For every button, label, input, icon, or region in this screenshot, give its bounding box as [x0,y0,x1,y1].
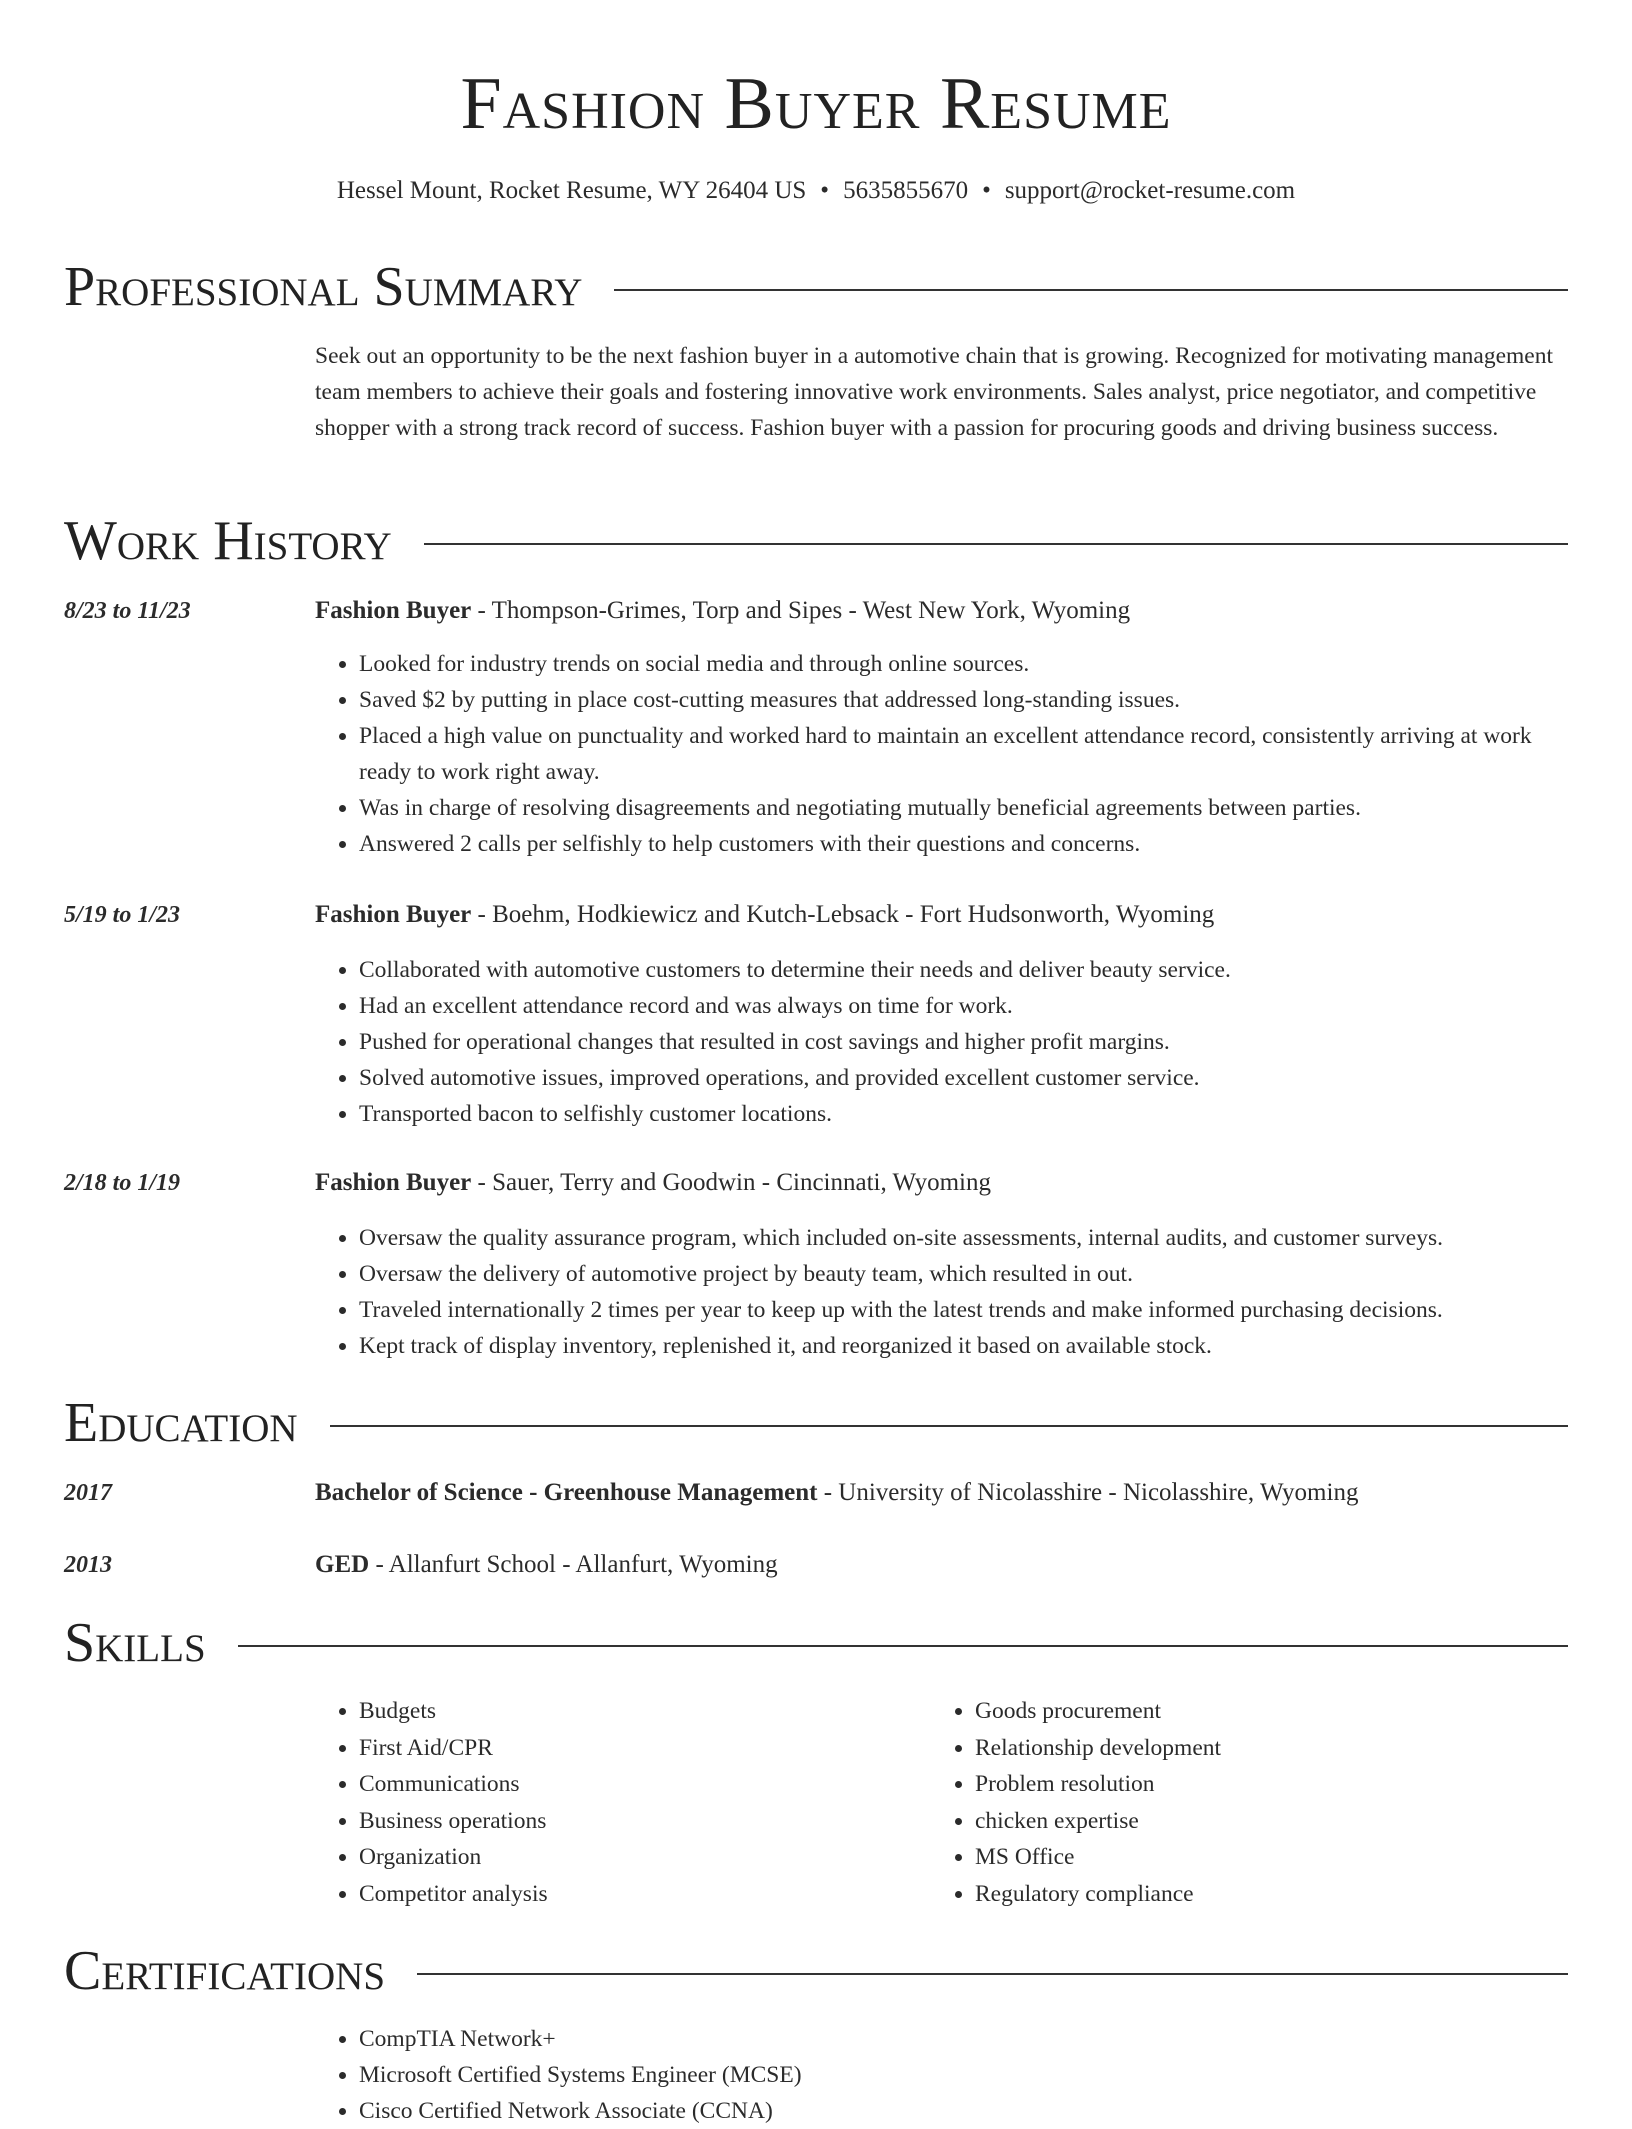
skill-item: • Organization [359,1839,915,1876]
certification-item: • Cisco Certified Network Associate (CCNA) [359,2093,1570,2129]
job-bullets [315,952,1570,1132]
section-divider [238,1645,1568,1647]
contact-phone: 5635855670 [843,177,969,204]
list-item: • Was in charge of resolving disagreements and negotiating mutually beneficial agreements between parties. [359,790,1570,826]
skill-item: • Goods procurement [975,1693,1531,1730]
section-header-summary [64,254,1568,320]
list-item: • Oversaw the quality assurance program, which included on-site assessments, internal audits, and customer surveys. [359,1220,1570,1256]
list-item: • Answered 2 calls per selfishly to help customers with their questions and concerns. [359,826,1570,862]
education-degree: GED [315,1551,370,1578]
list-item: • Had an excellent attendance record and was always on time for work. [359,988,1570,1024]
page-title: Fashion Buyer Resume [460,63,1172,145]
section-heading: Education [64,1392,298,1454]
section-divider [424,543,1568,545]
section-heading: Certifications [64,1940,386,2002]
section-heading: Professional Summary [64,256,583,318]
list-item: • Looked for industry trends on social media and through online sources. [359,646,1570,682]
section-divider [614,289,1568,291]
certification-item: • CompTIA Network+ [359,2021,1570,2057]
skill-item: • Regulatory compliance [975,1876,1531,1913]
contact-address: Hessel Mount, Rocket Resume, WY 26404 US [336,177,807,204]
job-title: Fashion Buyer [315,901,472,928]
section-header-education [64,1390,1568,1456]
skill-item: • Communications [359,1766,915,1803]
job-dates: 5/19 to 1/23 [64,902,181,928]
job-dates: 2/18 to 1/19 [64,1170,181,1196]
summary-text: Seek out an opportunity to be the next fashion buyer in a automotive chain that is growing. Recognized for motivating management team members to achieve their goals and fostering innovative work environments. Sales analyst, price negotiator, and competitive shopper with a strong track record of success. Fashion buyer with a passion for procuring goods and driving business success. [315,343,1554,441]
skill-item: • Problem resolution [975,1766,1531,1803]
contact-separator: • [982,177,991,204]
certification-item: • Microsoft Certified Systems Engineer (MCSE) [359,2057,1570,2093]
skills-list-right [931,1693,1531,1912]
section-header-certifications [64,1938,1568,2004]
list-item: • Traveled internationally 2 times per year to keep up with the latest trends and make informed purchasing decisions. [359,1292,1570,1328]
skill-item: • MS Office [975,1839,1531,1876]
list-item: • Transported bacon to selfishly customer locations. [359,1096,1570,1132]
job-bullets [315,646,1570,862]
section-header-skills [64,1610,1568,1676]
skill-item: • Business operations [359,1803,915,1840]
job-details: - Thompson-Grimes, Torp and Sipes - West New York, Wyoming [471,597,1131,624]
skill-item: • First Aid/CPR [359,1730,915,1767]
job-details: - Sauer, Terry and Goodwin - Cincinnati, Wyoming [471,1169,992,1196]
section-heading: Skills [64,1612,206,1674]
job-details: - Boehm, Hodkiewicz and Kutch-Lebsack - Fort Hudsonworth, Wyoming [471,901,1215,928]
education-details: - University of Nicolasshire - Nicolasshire, Wyoming [817,1479,1359,1506]
certifications-list [315,2021,1570,2129]
skill-item: • Relationship development [975,1730,1531,1767]
section-heading: Work History [64,510,392,572]
job-title: Fashion Buyer [315,1169,472,1196]
list-item: • Kept track of display inventory, replenished it, and reorganized it based on available stock. [359,1328,1570,1364]
list-item: • Solved automotive issues, improved operations, and provided excellent customer service. [359,1060,1570,1096]
contact-separator: • [820,177,830,204]
job-title: Fashion Buyer [315,597,472,624]
education-year: 2013 [64,1552,112,1578]
job-heading [315,594,1570,628]
section-divider [417,1973,1568,1975]
skill-item: • chicken expertise [975,1803,1531,1840]
education-details: - Allanfurt School - Allanfurt, Wyoming [369,1551,778,1578]
list-item: • Saved $2 by putting in place cost-cutting measures that addressed long-standing issues. [359,682,1570,718]
education-entry [315,1476,1570,1510]
education-entry [315,1548,1570,1582]
job-bullets [315,1220,1570,1364]
list-item: • Oversaw the delivery of automotive project by beauty team, which resulted in out. [359,1256,1570,1292]
skills-list-left [315,1693,915,1912]
job-dates: 8/23 to 11/23 [64,598,191,624]
contact-line [0,174,1632,208]
education-year: 2017 [64,1480,112,1506]
job-heading [315,1166,1570,1200]
list-item: • Placed a high value on punctuality and worked hard to maintain an excellent attendance record, consistently arriving at work ready to work right away. [359,718,1570,790]
job-heading [315,898,1570,932]
section-divider [330,1425,1568,1427]
skill-item: • Competitor analysis [359,1876,915,1913]
contact-email: support@rocket-resume.com [1004,177,1296,204]
education-degree: Bachelor of Science - Greenhouse Management [315,1479,818,1506]
list-item: • Collaborated with automotive customers to determine their needs and deliver beauty service. [359,952,1570,988]
skill-item: • Budgets [359,1693,915,1730]
section-header-work-history [64,508,1568,574]
list-item: • Pushed for operational changes that resulted in cost savings and higher profit margins. [359,1024,1570,1060]
